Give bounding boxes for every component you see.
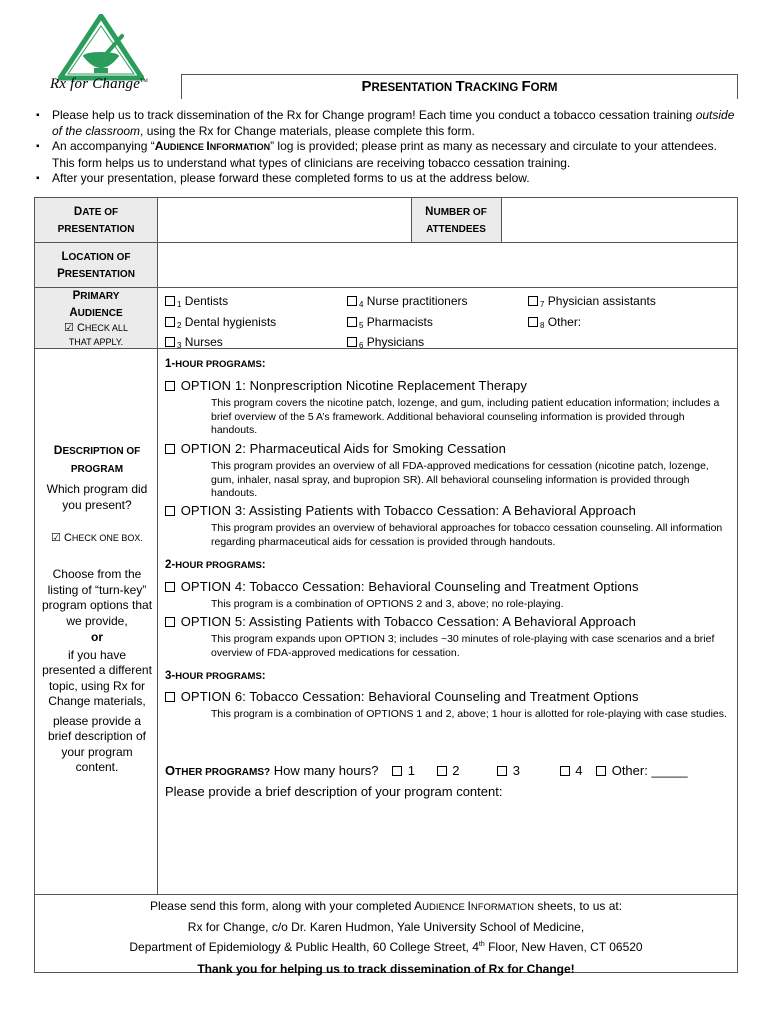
- option-4-description: This program is a combination of OPTIONS 2 and 3, above; no role-playing.: [211, 598, 564, 610]
- audience-physicians[interactable]: $_6$ Physicians: [347, 334, 468, 355]
- logo-wordmark: Rx for Change™: [50, 76, 148, 92]
- checkbox[interactable]: [347, 317, 357, 327]
- form-title: PRESENTATION TRACKING FORM: [181, 74, 738, 99]
- location-label: LOCATION OF PRESENTATION: [57, 251, 135, 280]
- checkbox[interactable]: [165, 381, 175, 391]
- three-hour-heading: 3-HOUR PROGRAMS:: [165, 670, 266, 682]
- program-description-field[interactable]: [159, 804, 735, 890]
- audience-col-2: [347, 293, 468, 355]
- date-label: DATE OF PRESENTATION: [57, 206, 135, 235]
- audience-label: PRIMARY AUDIENCE: [69, 290, 123, 319]
- instructions: [36, 108, 736, 187]
- option-5[interactable]: OPTION 5: Assisting Patients with Tobacco Cessation: A Behavioral Approach: [165, 614, 636, 629]
- checkbox[interactable]: [437, 766, 447, 776]
- checkbox[interactable]: [165, 617, 175, 627]
- option-2-description: This program provides an overview of all FDA-approved medications for cessation (nicotine patch, lozenge, gum, inhaler, nasal spray, and bupropion SR). All behavioral counseling information is provided through handouts.: [211, 460, 709, 500]
- attendees-field[interactable]: [503, 200, 735, 240]
- option-3-description: This program provides an overview of behavioral approaches for tobacco cessation counseling. All information regarding pharmaceutical aids for cessation is provided through handouts.: [211, 522, 723, 548]
- audience-pharmacists[interactable]: $_5$ Pharmacists: [347, 314, 468, 335]
- check-one-note: ☑ CHECK ONE BOX.: [51, 532, 143, 544]
- checkbox[interactable]: [347, 337, 357, 347]
- hours-2[interactable]: 2: [437, 763, 460, 778]
- checkbox[interactable]: [497, 766, 507, 776]
- description-label: DESCRIPTION OF PROGRAM Which program did you present?: [46, 443, 148, 512]
- option-2[interactable]: OPTION 2: Pharmaceutical Aids for Smoking Cessation: [165, 441, 506, 456]
- checkbox[interactable]: [560, 766, 570, 776]
- checkbox[interactable]: [165, 337, 175, 347]
- instruction-3: ▪ After your presentation, please forward these completed forms to us at the address below.: [36, 171, 530, 186]
- checkbox[interactable]: [165, 296, 175, 306]
- hours-other[interactable]: Other: _____: [596, 763, 688, 778]
- checkbox[interactable]: [165, 444, 175, 454]
- other-programs-row: OTHER PROGRAMS? How many hours? 1 2 3 4 Other: _____: [165, 763, 688, 778]
- attendees-label: NUMBER OF ATTENDEES: [425, 206, 487, 235]
- checkbox[interactable]: [528, 296, 538, 306]
- checkbox[interactable]: [165, 582, 175, 592]
- audience-other[interactable]: $_8$ Other:: [528, 314, 656, 335]
- checkbox[interactable]: [165, 692, 175, 702]
- option-1-description: This program covers the nicotine patch, lozenge, and gum, including patient education information; includes a brief overview of the 5 A’s framework. Additional behavioral counseling information is provided through handouts.: [211, 397, 720, 437]
- option-6[interactable]: OPTION 6: Tobacco Cessation: Behavioral Counseling and Treatment Options: [165, 689, 639, 704]
- audience-nurses[interactable]: $_3$ Nurses: [165, 334, 276, 355]
- description-instructions: Choose from the listing of “turn-key” program options that we provide, or if you have presented a different topic, using Rx for Change materials, please provide a brief description of your program content.: [41, 567, 153, 774]
- checkbox[interactable]: [392, 766, 402, 776]
- option-5-description: This program expands upon OPTION 3; includes ~30 minutes of role-playing with case scenarios and a brief overview of FDA-approved medications for cessation.: [211, 633, 715, 659]
- two-hour-heading: 2-HOUR PROGRAMS:: [165, 559, 266, 571]
- one-hour-heading: 1-HOUR PROGRAMS:: [165, 358, 266, 370]
- check-all-note: ☑ CHECK ALL THAT APPLY.: [64, 322, 128, 347]
- location-field[interactable]: [159, 245, 735, 285]
- form-table: [34, 197, 738, 976]
- hours-1[interactable]: 1: [392, 763, 415, 778]
- hours-3[interactable]: 3: [497, 763, 520, 778]
- audience-nurse-practitioners[interactable]: $_4$ Nurse practitioners: [347, 293, 468, 314]
- date-field[interactable]: [159, 200, 409, 240]
- checkbox[interactable]: [596, 766, 606, 776]
- option-3[interactable]: OPTION 3: Assisting Patients with Tobacco Cessation: A Behavioral Approach: [165, 503, 636, 518]
- option-1[interactable]: OPTION 1: Nonprescription Nicotine Replacement Therapy: [165, 378, 527, 393]
- instruction-2: ▪ An accompanying “AUDIENCE INFORMATION” log is provided; please print as many as necessary and circulate to your attendees. This form helps us to understand what types of clinicians are receiving tobacco cessation training.: [36, 139, 717, 170]
- instruction-1: ▪ Please help us to track dissemination of the Rx for Change program! Each time you conduct a tobacco cessation training outside of the classroom, using the Rx for Change materials, please complete this form.: [36, 108, 735, 138]
- checkbox[interactable]: [165, 506, 175, 516]
- audience-dental-hygienists[interactable]: $_2$ Dental hygienists: [165, 314, 276, 335]
- audience-physician-assistants[interactable]: $_7$ Physician assistants: [528, 293, 656, 314]
- audience-col-1: [165, 293, 276, 355]
- checkbox[interactable]: [347, 296, 357, 306]
- checkbox[interactable]: [165, 317, 175, 327]
- mailing-instructions: Please send this form, along with your completed AUDIENCE INFORMATION sheets, to us at: Rx for Change, c/o Dr. Karen Hudmon, Yale University School of Medicine, Department of Epidemiology & Public Health, 60 College Street, 4th Floor, New Haven, CT 06520 Thank you for helping us to track dissemination of Rx for Change!: [35, 897, 737, 978]
- audience-dentists[interactable]: $_1$ Dentists: [165, 293, 276, 314]
- other-description-prompt: Please provide a brief description of your program content:: [165, 784, 503, 799]
- option-4[interactable]: OPTION 4: Tobacco Cessation: Behavioral Counseling and Treatment Options: [165, 579, 639, 594]
- option-6-description: This program is a combination of OPTIONS 1 and 2, above; 1 hour is allotted for role-playing with case studies.: [211, 708, 727, 720]
- audience-col-3: [528, 293, 656, 334]
- thank-you-note: Thank you for helping us to track dissemination of Rx for Change!: [197, 961, 575, 976]
- checkbox[interactable]: [528, 317, 538, 327]
- hours-4[interactable]: 4: [560, 763, 583, 778]
